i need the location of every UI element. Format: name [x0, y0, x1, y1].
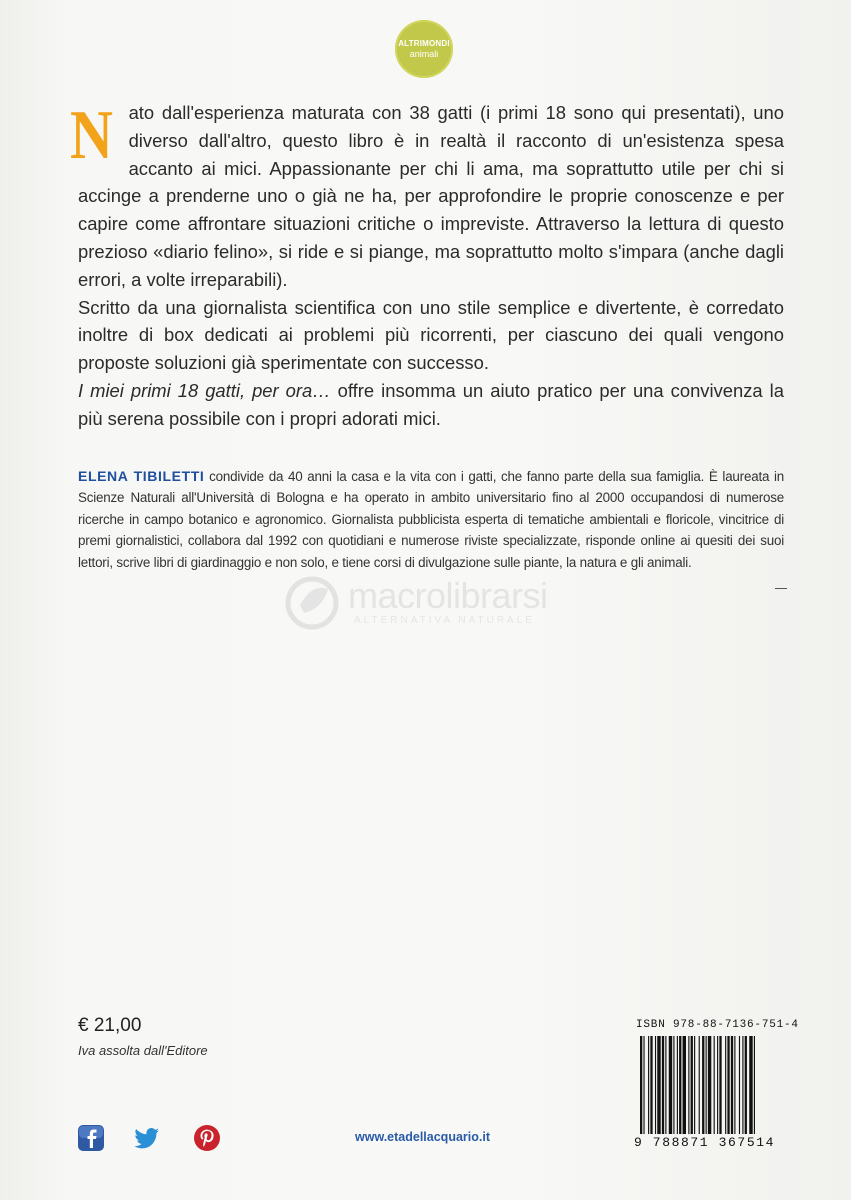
barcode-bar — [731, 1036, 733, 1134]
vat-note: Iva assolta dall'Editore — [78, 1043, 208, 1058]
badge-line2: animali — [409, 49, 439, 59]
barcode-bar — [749, 1036, 752, 1134]
watermark-subtitle: ALTERNATIVA NATURALE — [354, 615, 535, 626]
author-name: ELENA TIBILETTI — [78, 468, 205, 484]
author-bio-text: condivide da 40 anni la casa e la vita con i gatti, che fanno parte della sua famiglia. È laureata in Scienze Naturali all'Università di Bologna e ha operato in ambito universitario fino al 2000 occupandosi di numerose ricerche in campo botanico e agronomico. Giornalista pubblicista esperta di tematiche ambientali e floricole, vincitrice di premi giornalistici, collabora dal 1992 con quotidiani e numerose riviste specializzate, risponde online ai quesiti dei suoi lettori, scrive libri di giardinaggio e non solo, e tiene corsi di divulgazione sulle piante, la natura e gli animali. — [78, 469, 784, 570]
watermark-title: macrolibrarsi — [348, 575, 548, 616]
barcode-bar — [702, 1036, 704, 1134]
barcode-bar — [655, 1036, 656, 1134]
barcode-bar — [657, 1036, 660, 1134]
barcode-bar — [706, 1036, 707, 1134]
badge-line1: ALTRIMONDI — [398, 39, 450, 48]
divider — [775, 588, 787, 589]
barcode-bar — [745, 1036, 747, 1134]
barcode-bar — [679, 1036, 681, 1134]
barcode-bar — [725, 1036, 726, 1134]
barcode-bar — [669, 1036, 672, 1134]
publisher-badge — [395, 20, 453, 78]
blurb-paragraph-1 — [70, 97, 784, 294]
barcode-bar — [708, 1036, 711, 1134]
facebook-icon[interactable] — [77, 1124, 105, 1152]
barcode-digits: 9 788871 367514 — [634, 1135, 776, 1150]
barcode-bar — [739, 1036, 740, 1134]
barcode-bar — [648, 1036, 649, 1134]
barcode-bar — [683, 1036, 686, 1134]
barcode-bar — [717, 1036, 718, 1134]
barcode — [640, 1036, 788, 1134]
barcode-bar — [677, 1036, 678, 1134]
barcode-bar — [734, 1036, 735, 1134]
barcode-bar — [714, 1036, 715, 1134]
barcode-bar — [694, 1036, 695, 1134]
price: € 21,00 — [78, 1015, 142, 1036]
barcode-bar — [665, 1036, 666, 1134]
blurb-p3-text: offre insomma un aiuto pratico per una convivenza la più serena possibile con i propri adorati mici. — [78, 379, 784, 429]
blurb-p1-text: ato dall'esperienza maturata con 38 gatti (i primi 18 sono qui presentati), uno diverso dall'altro, questo libro è in realtà il racconto di un'esistenza spesa accanto ai mici. Appassionante per chi li ama, ma soprattutto utile per chi si accinge a prenderne uno o già ne ha, per approfondire le proprie conoscenze e per capire come affrontare situazioni critiche o impreviste. Attraverso la lettura di questo prezioso «diario felino», si ride e si piange, ma soprattutto molto s'impara (anche dagli errori, a volte irreparabili). — [78, 102, 784, 290]
drop-cap: N — [70, 97, 113, 174]
book-title-italic: I miei primi 18 gatti, per ora… — [78, 379, 331, 401]
barcode-bar — [742, 1036, 743, 1134]
barcode-bar — [643, 1036, 644, 1134]
barcode-bar — [688, 1036, 689, 1134]
barcode-bar — [640, 1036, 642, 1134]
barcode-bar — [754, 1036, 755, 1134]
blurb-paragraph-3 — [78, 377, 784, 433]
barcode-bar — [699, 1036, 700, 1134]
isbn-label: ISBN 978-88-7136-751-4 — [636, 1019, 799, 1031]
barcode-bar — [650, 1036, 652, 1134]
barcode-bar — [727, 1036, 729, 1134]
publisher-website-link[interactable]: www.etadellacquario.it — [355, 1130, 490, 1144]
barcode-bar — [719, 1036, 721, 1134]
book-blurb — [70, 97, 784, 433]
twitter-icon[interactable] — [133, 1124, 161, 1152]
blurb-paragraph-2: Scritto da una giornalista scientifica con uno stile semplice e divertente, è corredato inoltre di box dedicati ai problemi più ricorrenti, per ciascuno dei quali vengono proposte soluzioni già sperimentate con successo. — [78, 296, 784, 374]
barcode-bar — [691, 1036, 693, 1134]
barcode-bar — [673, 1036, 674, 1134]
watermark — [282, 575, 582, 635]
barcode-bar — [662, 1036, 664, 1134]
pinterest-icon[interactable] — [193, 1124, 221, 1152]
watermark-leaf-icon — [282, 575, 342, 631]
author-bio — [78, 466, 784, 573]
